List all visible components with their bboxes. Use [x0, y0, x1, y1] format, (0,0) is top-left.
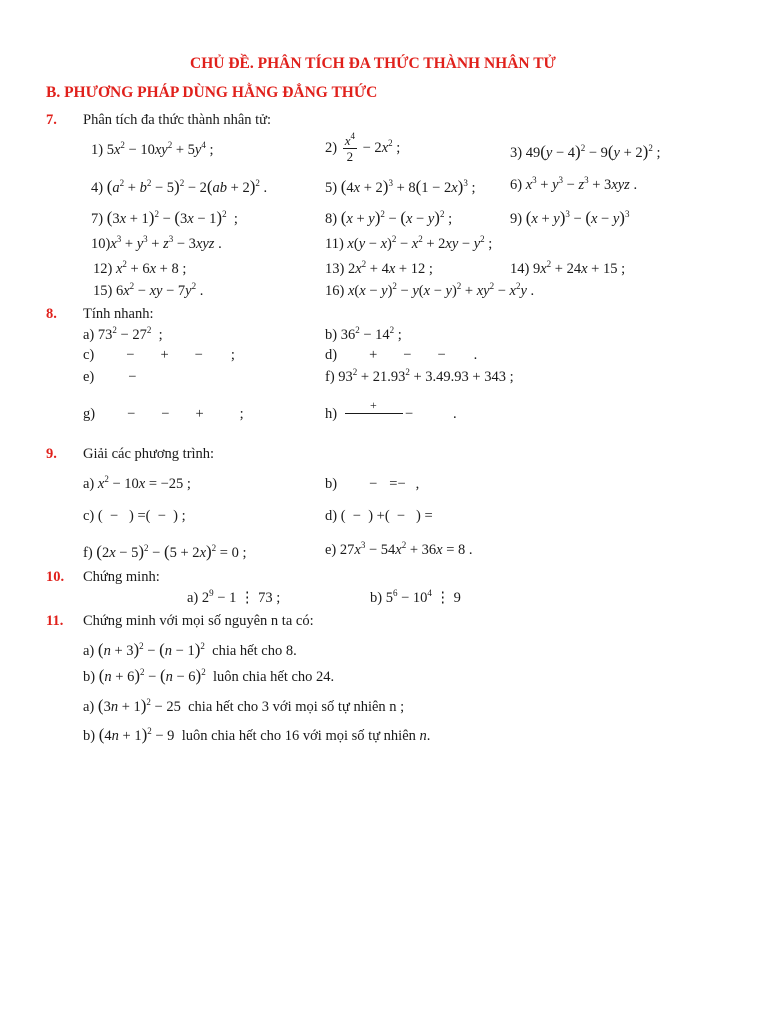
item-11-d: b) $(4n + 1)^2 - 9$ luôn chia hết cho 16 với mọi số tự nhiên n. [83, 725, 431, 744]
label: f) [325, 369, 335, 385]
question-8-text: Tính nhanh: [83, 306, 154, 322]
label: a) [83, 476, 95, 492]
question-10-text: Chứng minh: [83, 569, 160, 585]
item-8-g: g) − − + ; [83, 406, 244, 422]
label: b) [325, 476, 338, 492]
item-8-d: d) + − − . [325, 347, 478, 363]
question-number-7: 7. [46, 112, 57, 128]
item-7-9: 9) $(x + y)^3 - (x - y)^3$ [510, 208, 630, 227]
item-10-a: a) $2^9 - 1$ ⋮ 73 ; [187, 588, 281, 606]
item-7-6: 6) $x^3 + y^3 - z^3 + 3xyz$ . [510, 175, 638, 193]
fraction-plus: + [370, 398, 377, 412]
label: b) [325, 327, 338, 343]
item-7-2: 2) $\frac{x^4}{2}$ − $2x^2$ ; [325, 131, 401, 164]
item-11-a: a) $(n + 3)^2 - (n - 1)^2$ chia hết cho 8. [83, 640, 297, 659]
item-7-11: 11) $x(y - x)^2 - x^2 + 2xy - y^2$ ; [325, 234, 493, 252]
question-7-text: Phân tích đa thức thành nhân tử: [83, 112, 272, 128]
item-7-3: 3) $49(y - 4)^2 - 9(y + 2)^2$ ; [510, 142, 661, 161]
label: h) [325, 406, 338, 422]
fraction-minus: − [405, 406, 414, 422]
item-11-d-tail: luôn chia hết cho 16 với mọi số tự nhiên [181, 728, 416, 744]
label: b) [370, 590, 383, 606]
item-7-14: 14) $9x^2 + 24x + 15$ ; [510, 259, 626, 277]
label: 13) [325, 261, 345, 277]
item-7-10: $10)x^3 + y^3 + z^3 - 3xyz$ . [91, 234, 222, 252]
item-7-5: 5) $(4x + 2)^3 + 8(1 - 2x)^3$ ; [325, 177, 476, 196]
item-8-e: e) − [83, 369, 137, 385]
item-7-15: 15) $6x^2$ − xy − $7y^2$ . [93, 281, 204, 299]
label: 8) [325, 211, 338, 227]
label: 12) [93, 261, 113, 277]
question-number-9: 9. [46, 446, 57, 462]
label: e) [83, 369, 95, 385]
label: 7) [91, 211, 104, 227]
item-11-b: b) $(n + 6)^2 - (n - 6)^2$ luôn chia hết cho 24. [83, 666, 335, 685]
label: 4) [91, 180, 104, 196]
label: b) [83, 728, 96, 744]
item-11-a-tail: chia hết cho 8. [212, 643, 297, 659]
item-7-7: 7) $(3x + 1)^2 - (3x - 1)^2$ ; [91, 208, 238, 227]
label: 14) [510, 261, 530, 277]
label: a) [83, 643, 95, 659]
label: d) [325, 508, 338, 524]
question-number-8: 8. [46, 306, 57, 322]
item-7-13: 13) $2x^2 + 4x + 12$ ; [325, 259, 433, 277]
item-9-d: d) ( − ) +( − ) = [325, 508, 433, 524]
item-7-12: 12) $x^2 + 6x + 8$ ; [93, 259, 187, 277]
fraction-bar [345, 413, 403, 414]
label: f) [83, 545, 93, 561]
label: a) [187, 590, 199, 606]
label: d) [325, 347, 338, 363]
label: 5) [325, 180, 338, 196]
item-11-c-tail: chia hết cho 3 với mọi số tự nhiên n ; [188, 699, 405, 715]
label: 15) [93, 283, 113, 299]
label: 1) [91, 142, 104, 158]
label: c) [83, 347, 95, 363]
item-9-b: b) − =− , [325, 476, 420, 492]
question-number-11: 11. [46, 613, 64, 629]
item-8-f: f) $93^2 + 21.93^2 + 3.49.93 + 343$ ; [325, 367, 514, 385]
label: 2) [325, 139, 338, 156]
label: c) [83, 508, 95, 524]
question-11-text: Chứng minh với mọi số nguyên n ta có: [83, 613, 314, 629]
item-7-16: 16) $x(x - y)^2 - y(x - y)^2 + xy^2 - x^2y$ . [325, 281, 535, 299]
label: 6) [510, 177, 523, 193]
item-9-c: c) ( − ) =( − ) ; [83, 508, 186, 524]
item-7-4: 4) $(a^2 + b^2 - 5)^2 - 2(ab + 2)^2$ . [91, 177, 268, 196]
item-9-a: a) $x^2 - 10x = -25$ ; [83, 474, 191, 492]
label: 16) [325, 283, 345, 299]
question-number-10: 10. [46, 569, 65, 585]
label: g) [83, 406, 96, 422]
item-9-f: f) $(2x - 5)^2 - (5 + 2x)^2 = 0$ ; [83, 542, 247, 561]
item-9-e: e) $27x^3 - 54x^2 + 36x = 8$ . [325, 540, 473, 558]
item-8-a: a) $73^2 - 27^2$ ; [83, 325, 163, 343]
label: 11) [325, 236, 344, 252]
label: 9) [510, 211, 523, 227]
label: 3) [510, 145, 523, 161]
fraction-period: . [453, 406, 457, 422]
item-7-8: 8) $(x + y)^2 - (x - y)^2$ ; [325, 208, 453, 227]
label: a) [83, 699, 95, 715]
item-8-b: b) $36^2 - 14^2$ ; [325, 325, 402, 343]
label: b) [83, 669, 96, 685]
document-title: CHỦ ĐỀ. PHÂN TÍCH ĐA THỨC THÀNH NHÂN TỬ [190, 55, 556, 72]
item-7-1: 1) $5x^2 - 10xy^2 + 5y^4$ ; [91, 140, 214, 158]
section-heading: B. PHƯƠNG PHÁP DÙNG HẰNG ĐẲNG THỨC [46, 84, 378, 101]
label: e) [325, 542, 337, 558]
item-8-c: c) − + − ; [83, 347, 235, 363]
item-11-c: a) $(3n + 1)^2 - 25$ chia hết cho 3 với mọi số tự nhiên n ; [83, 696, 405, 715]
label: a) [83, 327, 95, 343]
label: 10) [91, 236, 111, 252]
question-9-text: Giải các phương trình: [83, 446, 215, 462]
item-11-b-tail: luôn chia hết cho 24. [212, 669, 335, 685]
item-10-b: b) $5^6 - 10^4$ ⋮ 9 [370, 588, 461, 606]
item-8-h [325, 407, 337, 422]
